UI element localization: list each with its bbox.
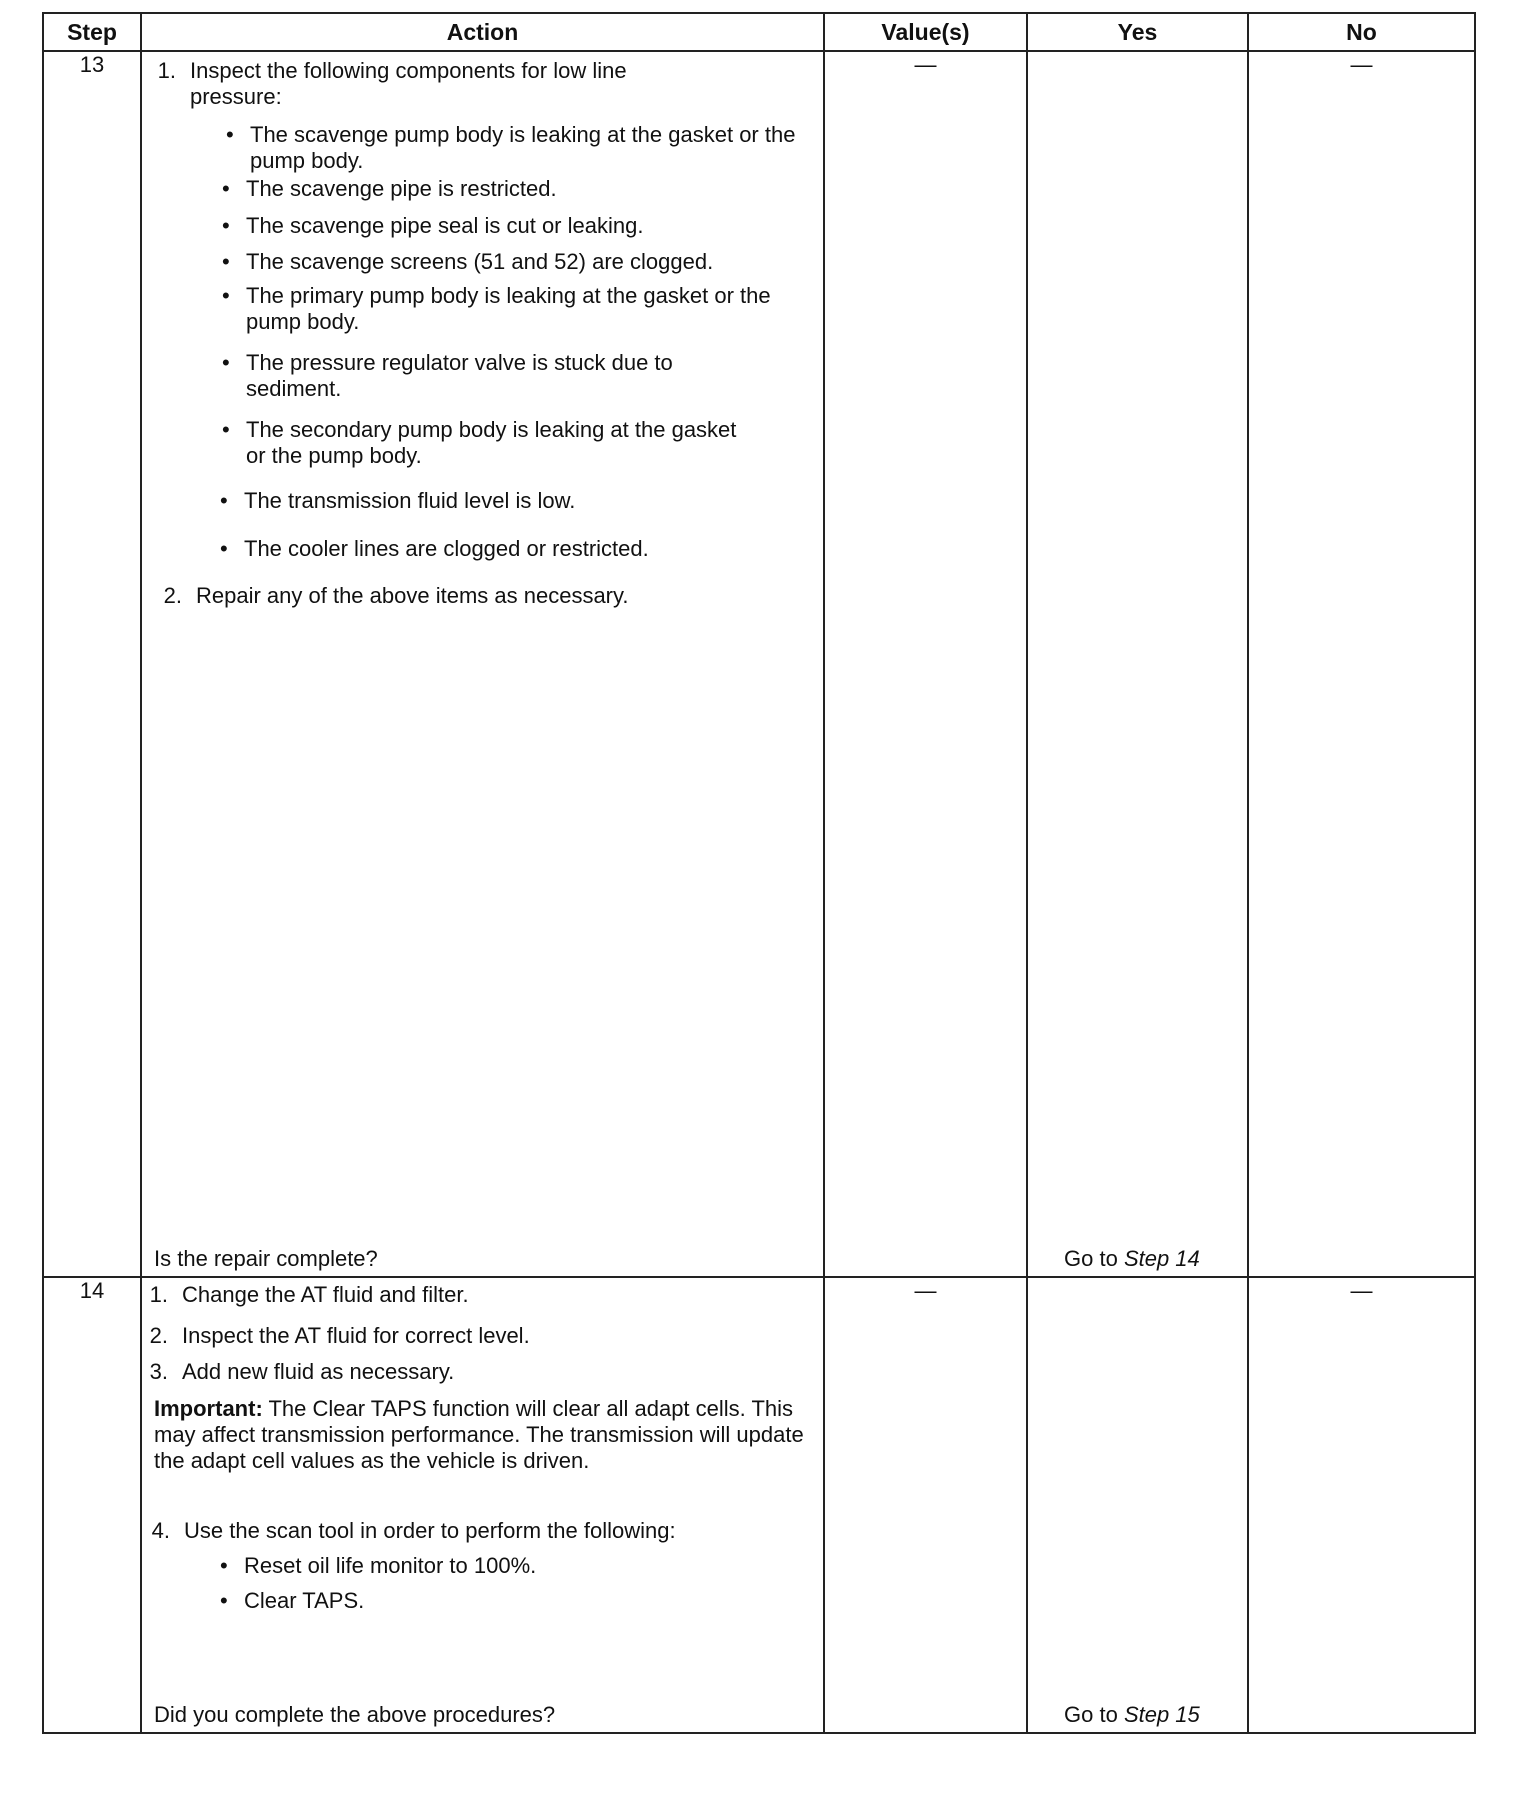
goto-prefix: Go to xyxy=(1064,1702,1118,1727)
goto-step: Step 14 xyxy=(1123,1246,1200,1271)
bullet-dot: • xyxy=(222,213,230,238)
bullet-dot: • xyxy=(220,1553,228,1578)
goto-link xyxy=(1064,1246,1200,1272)
header-row xyxy=(43,13,1475,51)
bullet-text: The scavenge pump body is leaking at the gasket or the pump body. xyxy=(250,122,796,173)
diagnostic-table xyxy=(42,12,1476,1734)
bullet-text: The scavenge pipe seal is cut or leaking. xyxy=(246,213,644,238)
bullet-dot: • xyxy=(222,176,230,201)
item-text: Repair any of the above items as necessary. xyxy=(196,583,629,608)
step-number: 13 xyxy=(43,51,141,1277)
item-text: Inspect the following components for low line pressure: xyxy=(190,58,627,109)
item-text: Add new fluid as necessary. xyxy=(182,1359,455,1384)
bullet-text: Clear TAPS. xyxy=(244,1588,365,1613)
header-action: Action xyxy=(141,13,824,51)
important-note xyxy=(154,1396,804,1474)
values-cell: — xyxy=(824,1277,1027,1733)
header-no: No xyxy=(1248,13,1475,51)
item-text: Use the scan tool in order to perform the following: xyxy=(184,1518,676,1543)
yes-cell xyxy=(1027,1277,1248,1733)
step-question: Is the repair complete? xyxy=(154,1246,378,1271)
item-number: 4. xyxy=(151,1518,170,1543)
goto-step: Step 15 xyxy=(1123,1702,1200,1727)
bullet-dot: • xyxy=(226,122,234,147)
table-row-step-14 xyxy=(43,1277,1475,1733)
bullet-dot: • xyxy=(222,283,230,308)
yes-cell xyxy=(1027,51,1248,1277)
item-text: Change the AT fluid and filter. xyxy=(182,1282,469,1307)
bullet-text: The cooler lines are clogged or restricted. xyxy=(244,536,649,561)
goto-link xyxy=(1064,1702,1200,1728)
item-number: 2. xyxy=(149,1323,168,1348)
header-step: Step xyxy=(43,13,141,51)
bullet-text: The transmission fluid level is low. xyxy=(244,488,576,513)
important-text: The Clear TAPS function will clear all adapt cells. This may affect transmission performance. The transmission will update the adapt cell values as the vehicle is driven. xyxy=(154,1396,804,1473)
bullet-text: The primary pump body is leaking at the gasket or the pump body. xyxy=(246,283,771,334)
important-label: Important: xyxy=(154,1396,263,1421)
item-number: 2. xyxy=(163,583,182,608)
header-values: Value(s) xyxy=(824,13,1027,51)
bullet-dot: • xyxy=(222,350,230,375)
bullet-text: The scavenge pipe is restricted. xyxy=(246,176,557,201)
no-cell: — xyxy=(1248,1277,1475,1733)
bullet-text: The scavenge screens (51 and 52) are clogged. xyxy=(246,249,714,274)
step-number: 14 xyxy=(43,1277,141,1733)
bullet-text: The secondary pump body is leaking at the gasket or the pump body. xyxy=(246,417,737,468)
bullet-dot: • xyxy=(222,417,230,442)
item-number: 1. xyxy=(149,1282,168,1307)
bullet-text: The pressure regulator valve is stuck due to sediment. xyxy=(246,350,673,401)
header-yes: Yes xyxy=(1027,13,1248,51)
bullet-dot: • xyxy=(222,249,230,274)
values-cell: — xyxy=(824,51,1027,1277)
action-cell xyxy=(141,51,824,1277)
table-row-step-13 xyxy=(43,51,1475,1277)
step-question: Did you complete the above procedures? xyxy=(154,1702,556,1727)
item-number: 3. xyxy=(149,1359,168,1384)
bullet-dot: • xyxy=(220,488,228,513)
goto-prefix: Go to xyxy=(1064,1246,1118,1271)
item-text: Inspect the AT fluid for correct level. xyxy=(182,1323,530,1348)
no-cell: — xyxy=(1248,51,1475,1277)
item-number: 1. xyxy=(157,58,176,83)
bullet-dot: • xyxy=(220,1588,228,1613)
bullet-text: Reset oil life monitor to 100%. xyxy=(244,1553,537,1578)
bullet-dot: • xyxy=(220,536,228,561)
action-cell xyxy=(141,1277,824,1733)
